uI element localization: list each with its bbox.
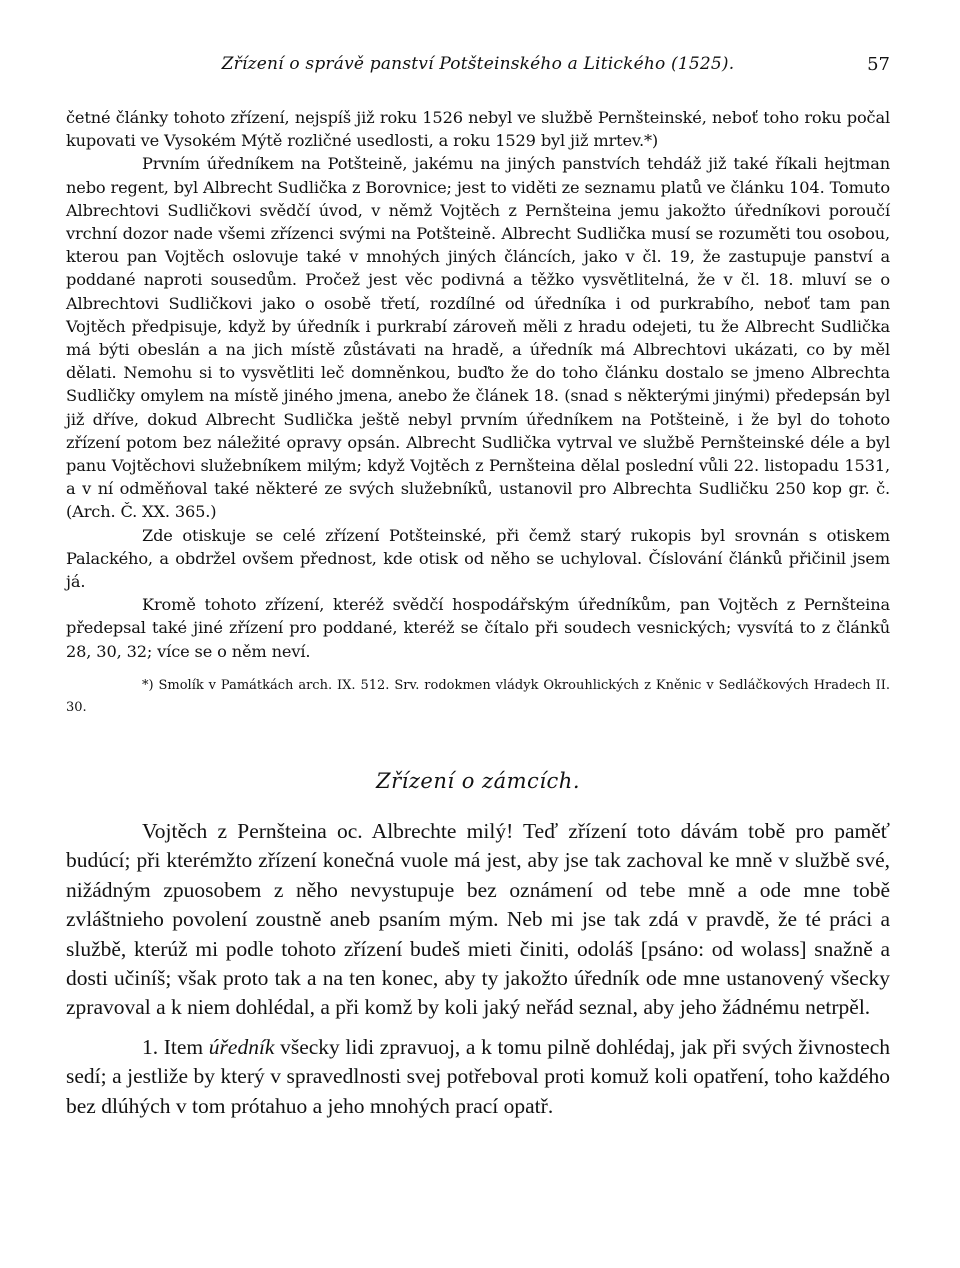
article-text: všecky lidi zpravuoj, a k tomu pilně dohlédaj, jak při svých živnostech sedí; a jestliže by který v spravedlnosti svej potřeboval proti komuž koli opatření, toho každého bez dlúhých v tom prótahuo a jeho mnohých prací opatř. [66,1034,891,1118]
footnote [66,675,890,719]
paragraph: Vojtěch z Pernšteina oc. Albrechte milý! Teď zřízení toto dávám tobě pro paměť budúcí; při kterémžto zřízení konečná vuole má jest, aby jse tak zachoval ke mně v službě své, nižádným zpuosobem z něho nevystupuje bez oznámení od tebe mně a ode mne tobě zvláštnieho povolení zoustně aneb psaním mým. Neb mi jse tak zdá v pravdě, že té práci a službě, kterúž mi podle tohoto zřízení budeš mieti činiti, odoláš [psáno: od wolass] snažně a dosti učiníš; však proto tak a na ten konec, aby ty jakožto úředník ode mne ustanovený všecky zpravoval a k niem dohlédal, a při komž by koli jaký neřád seznal, aby jeho žádnému netrpěl. [66,818,890,1020]
commentary-text [66,106,890,663]
article-keyword: úředník [208,1034,275,1059]
edited-text [66,817,890,1121]
book-page [66,54,890,1121]
page-number: 57 [867,54,890,75]
paragraph: Kromě tohoto zřízení, kteréž svědčí hospodářským úředníkům, pan Vojtěch z Pernšteina předepsal také jiné zřízení pro poddané, kteréž se čítalo při soudech vesnických; vysvítá to z článků 28, 30, 32; více se o něm neví. [66,595,890,661]
article-number: 1. Item [142,1034,204,1059]
running-head [66,54,890,84]
section-heading: Zřízení o zámcích. [375,768,580,793]
paragraph: Prvním úředníkem na Potšteině, jakému na jiných panstvích tehdáž již také říkali hejtman nebo regent, byl Albrecht Sudlička z Borovnice; jest to viděti ze seznamu platů ve článku 104. Tomuto Albrechtovi Sudličkovi svědčí úvod, v němž Vojtěch z Pernšteina jemu jakožto úředníkovi poroučí vrchní dozor nade všemi zřízenci svými na Potšteině. Albrecht Sudlička musí se rozuměti tou osobou, kterou pan Vojtěch oslovuje také v mnohých jiných článcích, jako v čl. 19, že zastupuje panství a poddané naproti sousedům. Pročež jest věc podivná a těžko vysvětlitelná, že v čl. 18. mluví se o Albrechtovi Sudličkovi jako o osobě třetí, rozdílné od úředníka i od purkrabího, neboť tam pan Vojtěch předpisuje, když by úředník i purkrabí zároveň měli z hradu odejeti, tu že Albrecht Sudlička má býti obeslán a na jich místě zůstávati na hradě, a úředník má Albrechtovi ukázati, co by měl dělati. Nemohu si to vysvětliti leč domněnkou, buďto že do toho článku dostalo se jmeno Albrechta Sudličky omylem na místě jiného jmena, anebo že článek 18. (snad s některými jinými) předepsán byl již dříve, dokud Albrecht Sudlička ještě nebyl prvním úředníkem na Potšteině, i že byl do tohoto zřízení potom bez náležité opravy opsán. Albrecht Sudlička vytrval ve službě Pernšteinské déle a byl panu Vojtěchovi služebníkem milým; když Vojtěch z Pernšteina dělal poslední vůli 22. listopadu 1531, a v ní odměňoval také některé ze svých služebníků, ustanovil pro Albrechta Sudličku 250 kop gr. č. (Arch. Č. XX. 365.) [66,154,890,522]
article-1 [66,1033,890,1121]
paragraph: četné články tohoto zřízení, nejspíš již roku 1526 nebyl ve službě Pernšteinské, neboť toho roku počal kupovati ve Vysokém Mýtě rozličné usedlosti, a roku 1529 byl již mrtev.*) [66,108,890,151]
running-title: Zřízení o správě panství Potšteinského a Litického (1525). [221,54,735,74]
paragraph: Zde otiskuje se celé zřízení Potšteinské, při čemž starý rukopis byl srovnán s otiskem Palackého, a obdržel ovšem přednost, kde otisk od něho se uchyloval. Číslování článků přičinil jsem já. [66,525,890,592]
footnote-text: *) Smolík v Památkách arch. IX. 512. Srv. rodokmen vládyk Okrouhlických z Kněnic v Sedláčkových Hradech II. 30. [66,677,890,715]
